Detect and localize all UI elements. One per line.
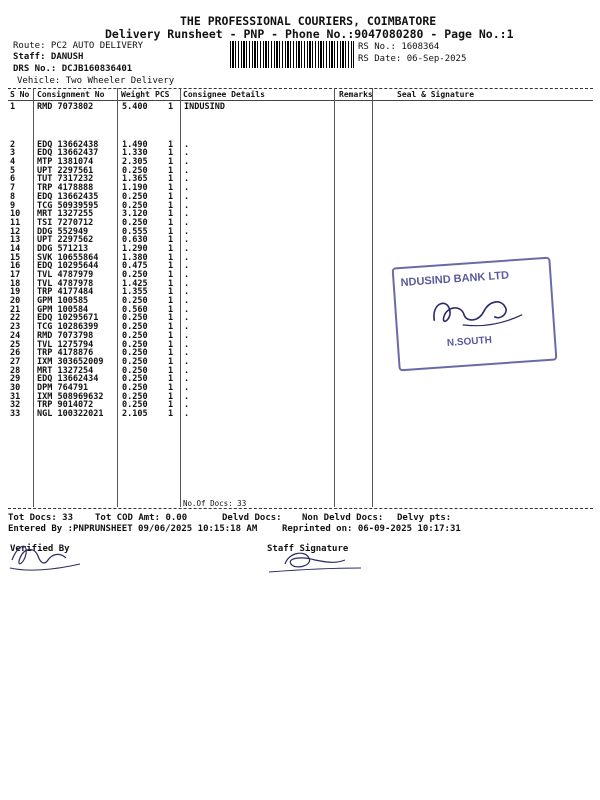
col-weight: Weight (121, 90, 150, 99)
row-consignment-no: UPT 2297562 (37, 235, 94, 246)
row-consignment-no: EDQ 13662434 (37, 374, 99, 385)
row-pcs: 1 (168, 348, 174, 359)
row-sno: 31 (10, 391, 21, 402)
rs-number: RS No.: 1608364 (358, 42, 440, 52)
row-pcs: 1 (168, 157, 174, 168)
row-consignment-no: TVL 4787979 (37, 270, 94, 280)
row-weight: 0.250 (122, 400, 148, 411)
row-weight: 0.250 (122, 365, 148, 376)
row-pcs: 1 (168, 252, 174, 263)
row-consignment-no: EDQ 10295671 (37, 313, 99, 324)
staff-signature-label: Staff Signature (267, 544, 349, 554)
row-consignee: . (184, 270, 190, 280)
runsheet-subtitle: Delivery Runsheet - PNP - Phone No.:9047080280 - Page No.:1 (105, 27, 514, 41)
row-weight: 0.250 (122, 217, 148, 228)
row-weight: 0.250 (122, 330, 148, 341)
row-consignee: . (184, 139, 190, 150)
row-weight: 0.555 (122, 226, 148, 237)
row-consignee: . (184, 148, 190, 159)
row-sno: 9 (10, 200, 16, 211)
row-pcs: 1 (168, 183, 174, 194)
row-consignee: . (184, 261, 190, 272)
row-consignment-no: IXM 303652009 (37, 356, 104, 367)
row-consignee: . (184, 356, 190, 367)
row-sno: 22 (10, 313, 21, 324)
row-consignee: . (184, 382, 190, 393)
row-pcs: 1 (168, 356, 174, 367)
row-weight: 0.250 (122, 356, 148, 367)
row-consignment-no: TVL 4787978 (37, 278, 94, 289)
row-consignee: . (184, 409, 190, 419)
row-pcs: 1 (168, 365, 174, 376)
row-consignee: . (184, 200, 190, 211)
verified-by-label: Verified By (10, 544, 70, 554)
row-sno: 18 (10, 278, 21, 289)
row-sno: 20 (10, 296, 21, 307)
row-weight: 0.250 (122, 374, 148, 385)
row-consignee: . (184, 400, 190, 411)
row-consignment-no: GPM 100584 (37, 304, 89, 315)
row-consignment-no: NGL 100322021 (37, 409, 104, 419)
row-sno: 4 (10, 157, 16, 168)
delvy-pts: Delvy pts: (397, 513, 452, 523)
col-consignment: Consignment No (37, 90, 105, 99)
row-weight: 1.290 (122, 243, 148, 254)
row-consignment-no: MRT 1327254 (37, 365, 94, 376)
row-sno: 12 (10, 226, 21, 237)
row-consignment-no: SVK 10655864 (37, 252, 99, 263)
row-weight: 1.490 (122, 139, 148, 150)
row-pcs: 1 (168, 400, 174, 411)
row-weight: 1.355 (122, 287, 148, 298)
row-sno: 11 (10, 217, 21, 228)
col-seal: Seal & Signature (397, 90, 475, 99)
tot-cod: Tot COD Amt: 0.00 (95, 513, 188, 523)
row-consignee: . (184, 183, 190, 194)
row-sno: 26 (10, 348, 21, 359)
reprinted-on: Reprinted on: 06-09-2025 10:17:31 (282, 524, 461, 534)
row-weight: 0.250 (122, 339, 148, 350)
col-consignee: Consignee Details (183, 90, 265, 99)
row-consignment-no: TRP 9014072 (37, 400, 94, 411)
table-row (0, 236, 600, 245)
row-sno: 5 (10, 165, 16, 176)
row-sno: 17 (10, 270, 21, 280)
row-consignee: . (184, 174, 190, 185)
row-weight: 0.475 (122, 261, 148, 272)
row-sno: 19 (10, 287, 21, 298)
row-consignment-no: EDQ 13662435 (37, 191, 99, 202)
row-consignment-no: UPT 2297561 (37, 165, 94, 176)
table-row (0, 375, 600, 384)
row-consignee: . (184, 296, 190, 307)
row-consignee: . (184, 374, 190, 385)
row-consignment-no: TRP 4178888 (37, 183, 94, 194)
row-consignee: . (184, 304, 190, 315)
row-pcs: 1 (168, 235, 174, 246)
row-weight: 0.250 (122, 191, 148, 202)
row-consignment-no: RMD 7073802 (37, 102, 94, 112)
row-consignment-no: TRP 4177484 (37, 287, 94, 298)
row-consignee: . (184, 217, 190, 228)
vehicle-label: Vehicle: Two Wheeler Delivery (17, 76, 175, 86)
row-consignment-no: TUT 7317232 (37, 174, 94, 185)
row-consignment-no: DDG 571213 (37, 243, 89, 254)
row-sno: 21 (10, 304, 21, 315)
row-sno: 6 (10, 174, 16, 185)
row-sno: 3 (10, 148, 16, 159)
page-title: THE PROFESSIONAL COURIERS, COIMBATORE (180, 14, 437, 28)
row-pcs: 1 (168, 270, 174, 280)
table-row (0, 219, 600, 228)
row-weight: 0.560 (122, 304, 148, 315)
tot-docs: Tot Docs: 33 (8, 513, 74, 523)
row-weight: 0.250 (122, 382, 148, 393)
row-pcs: 1 (168, 209, 174, 220)
row-pcs: 1 (168, 226, 174, 237)
no-of-docs: No.Of Docs: 33 (183, 499, 247, 508)
barcode (230, 41, 354, 68)
table-bottom-rule (8, 508, 593, 509)
row-weight: 5.400 (122, 102, 148, 112)
row-consignee: . (184, 243, 190, 254)
row-consignment-no: DDG 552949 (37, 226, 89, 237)
row-weight: 0.250 (122, 296, 148, 307)
row-consignee: . (184, 157, 190, 168)
row-pcs: 1 (168, 374, 174, 385)
row-pcs: 1 (168, 200, 174, 211)
row-consignee: . (184, 287, 190, 298)
row-sno: 7 (10, 183, 16, 194)
row-pcs: 1 (168, 391, 174, 402)
row-consignee: . (184, 348, 190, 359)
row-pcs: 1 (168, 339, 174, 350)
row-pcs: 1 (168, 102, 174, 112)
row-sno: 27 (10, 356, 21, 367)
row-consignee: . (184, 252, 190, 263)
table-header-rule (8, 100, 593, 101)
table-top-rule (8, 88, 593, 89)
row-pcs: 1 (168, 148, 174, 159)
row-weight: 1.330 (122, 148, 148, 159)
row-consignee: . (184, 209, 190, 220)
row-consignee: . (184, 365, 190, 376)
row-weight: 1.425 (122, 278, 148, 289)
bank-seal-stamp (392, 257, 558, 372)
row-consignee: . (184, 235, 190, 246)
delvd-docs: Delvd Docs: (222, 513, 282, 523)
row-sno: 25 (10, 339, 21, 350)
row-weight: 0.250 (122, 200, 148, 211)
row-pcs: 1 (168, 191, 174, 202)
row-weight: 0.250 (122, 348, 148, 359)
row-sno: 13 (10, 235, 21, 246)
row-pcs: 1 (168, 330, 174, 341)
row-consignee: . (184, 165, 190, 176)
stamp-bank-name: NDUSIND BANK LTD (400, 269, 510, 290)
col-remarks: Remarks (339, 90, 373, 99)
row-sno: 15 (10, 252, 21, 263)
row-pcs: 1 (168, 313, 174, 324)
row-sno: 23 (10, 322, 21, 333)
row-weight: 0.250 (122, 391, 148, 402)
drs-number: DRS No.: DCJB160836401 (13, 64, 133, 74)
row-consignment-no: TCG 10286399 (37, 322, 99, 333)
row-pcs: 1 (168, 261, 174, 272)
row-pcs: 1 (168, 287, 174, 298)
row-consignee: . (184, 339, 190, 350)
row-pcs: 1 (168, 322, 174, 333)
row-weight: 1.365 (122, 174, 148, 185)
row-weight: 0.250 (122, 313, 148, 324)
route-label: Route: PC2 AUTO DELIVERY (13, 41, 144, 51)
row-consignment-no: EDQ 10295644 (37, 261, 99, 272)
row-sno: 24 (10, 330, 21, 341)
row-weight: 2.105 (122, 409, 148, 419)
row-weight: 1.190 (122, 183, 148, 194)
row-weight: 3.120 (122, 209, 148, 220)
non-delvd-docs: Non Delvd Docs: (302, 513, 384, 523)
row-pcs: 1 (168, 296, 174, 307)
row-consignee: . (184, 191, 190, 202)
row-consignment-no: DPM 764791 (37, 382, 89, 393)
table-row (0, 103, 600, 112)
row-pcs: 1 (168, 139, 174, 150)
row-sno: 1 (10, 102, 16, 112)
row-consignment-no: TRP 4178876 (37, 348, 94, 359)
row-sno: 8 (10, 191, 16, 202)
table-row (0, 410, 600, 419)
row-consignment-no: RMD 7073798 (37, 330, 94, 341)
row-consignee: . (184, 322, 190, 333)
staff-signature (265, 548, 365, 578)
row-consignment-no: EDQ 13662437 (37, 148, 99, 159)
row-sno: 2 (10, 139, 16, 150)
col-sno: S No (10, 90, 30, 99)
row-sno: 28 (10, 365, 21, 376)
row-sno: 16 (10, 261, 21, 272)
verified-by-signature (8, 538, 88, 574)
row-weight: 0.630 (122, 235, 148, 246)
col-pcs: PCS (155, 90, 170, 99)
row-consignee: . (184, 278, 190, 289)
row-consignment-no: EDQ 13662438 (37, 139, 99, 150)
row-weight: 0.250 (122, 270, 148, 280)
row-weight: 2.305 (122, 157, 148, 168)
rs-date: RS Date: 06-Sep-2025 (358, 54, 467, 64)
row-pcs: 1 (168, 217, 174, 228)
row-sno: 29 (10, 374, 21, 385)
row-consignee: . (184, 391, 190, 402)
row-pcs: 1 (168, 382, 174, 393)
row-consignment-no: MRT 1327255 (37, 209, 94, 220)
row-consignment-no: TCG 50939595 (37, 200, 99, 211)
row-consignment-no: TVL 1275794 (37, 339, 94, 350)
entered-by: Entered By :PNPRUNSHEET 09/06/2025 10:15:18 AM (8, 524, 258, 534)
row-sno: 10 (10, 209, 21, 220)
row-consignee: . (184, 313, 190, 324)
row-pcs: 1 (168, 304, 174, 315)
row-pcs: 1 (168, 174, 174, 185)
row-weight: 0.250 (122, 322, 148, 333)
row-consignee: . (184, 226, 190, 237)
stamp-signature (420, 284, 533, 340)
row-weight: 1.380 (122, 252, 148, 263)
row-sno: 14 (10, 243, 21, 254)
staff-label: Staff: DANUSH (13, 52, 84, 62)
row-sno: 33 (10, 409, 21, 419)
row-pcs: 1 (168, 165, 174, 176)
row-consignee: INDUSIND (184, 102, 225, 112)
stamp-branch: N.SOUTH (446, 334, 493, 349)
row-weight: 0.250 (122, 165, 148, 176)
row-consignment-no: IXM 508969632 (37, 391, 104, 402)
row-sno: 32 (10, 400, 21, 411)
row-pcs: 1 (168, 409, 174, 419)
row-pcs: 1 (168, 243, 174, 254)
row-consignment-no: GPM 100585 (37, 296, 89, 307)
row-consignment-no: MTP 1381074 (37, 157, 94, 168)
row-sno: 30 (10, 382, 21, 393)
row-pcs: 1 (168, 278, 174, 289)
row-consignee: . (184, 330, 190, 341)
row-consignment-no: TSI 7270712 (37, 217, 94, 228)
